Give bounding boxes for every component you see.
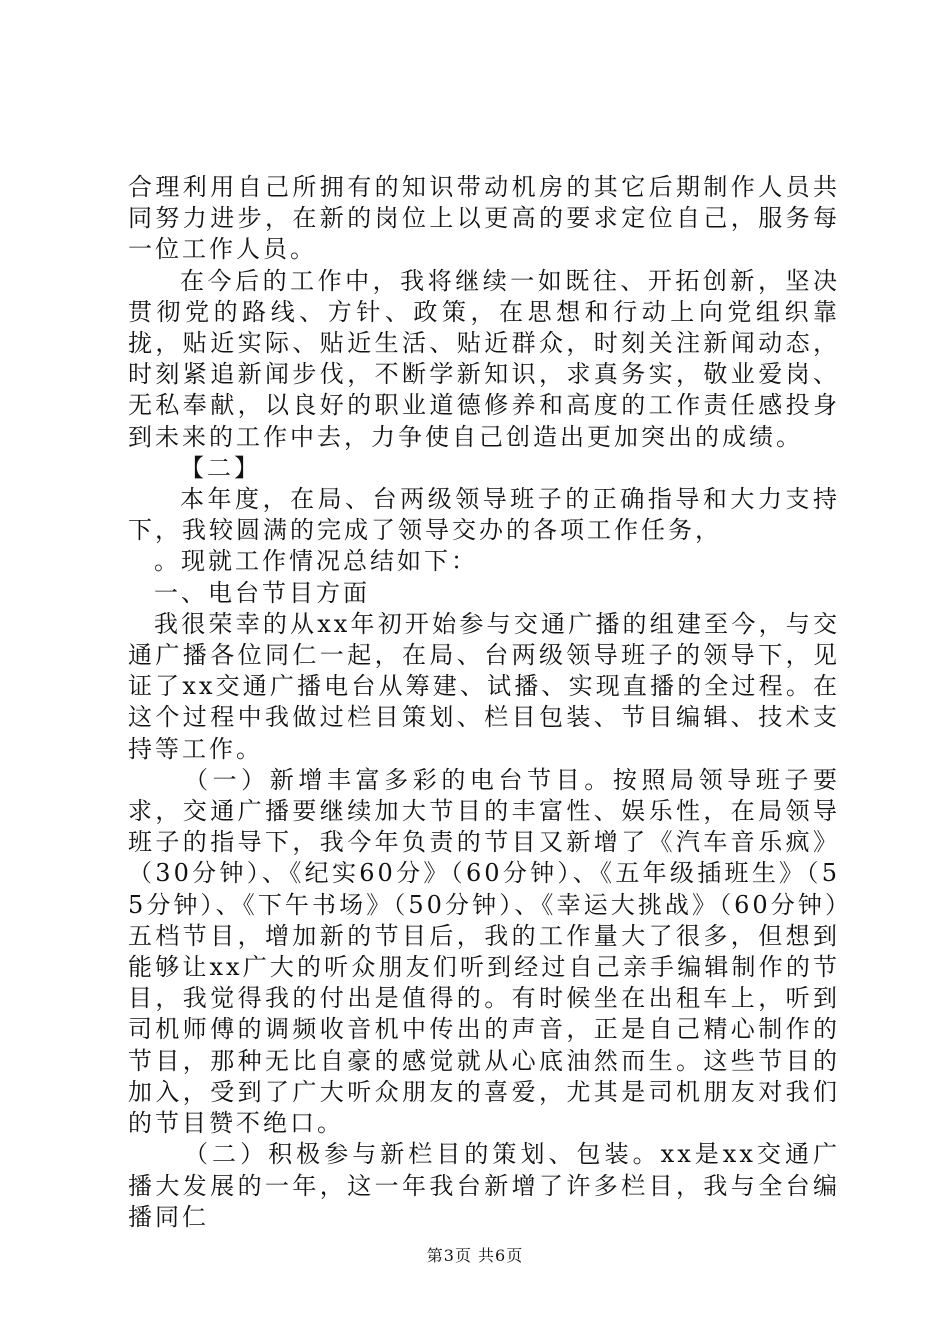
paragraph-continuation: 合理利用自己所拥有的知识带动机房的其它后期制作人员共同努力进步，在新的岗位上以更高的要求定位自己，服务每一位工作人员。 [128, 173, 840, 264]
paragraph-future-work: 在今后的工作中，我将继续一如既往、开拓创新，坚决贯彻党的路线、方针、政策，在思想和行动上向党组织靠拢，贴近实际、贴近生活、贴近群众，时刻关注新闻动态，时刻紧追新闻步伐，不断学新知识，求真务实，敬业爱岗、无私奉献，以良好的职业道德修养和高度的工作责任感投身到未来的工作中去，力争使自己创造出更加突出的成绩。 [128, 266, 840, 451]
section-heading-two: 【二】 [180, 453, 261, 482]
document-body [128, 172, 840, 1233]
page-number-footer: 第3页 共6页 [426, 1246, 524, 1265]
paragraph-radio-history: 我很荣幸的从xx年初开始参与交通广播的组建至今，与交通广播各位同仁一起，在局、台两级领导班子的领导下，见证了xx交通广播电台从筹建、试播、实现直播的全过程。在这个过程中我做过栏目策划、栏目包装、节目编辑、技术支持等工作。 [128, 609, 840, 763]
paragraph-annual-intro: 本年度，在局、台两级领导班子的正确指导和大力支持下，我较圆满的完成了领导交办的各项工作任务， [128, 485, 840, 545]
paragraph-summary-lead: 。现就工作情况总结如下： [154, 547, 478, 576]
paragraph-new-columns: （二）积极参与新栏目的策划、包装。xx是xx交通广播大发展的一年，这一年我台新增了许多栏目，我与全台编播同仁 [128, 1140, 840, 1231]
paragraph-new-programs: （一）新增丰富多彩的电台节目。按照局领导班子要求，交通广播要继续加大节目的丰富性、娱乐性，在局领导班子的指导下，我今年负责的节目又新增了《汽车音乐疯》（30分钟）、《纪实60分》（60分钟）、《五年级插班生》（55分钟）、《下午书场》（50分钟）、《幸运大挑战》（60分钟）五档节目，增加新的节目后，我的工作量大了很多，但想到能够让xx广大的听众朋友们听到经过自己亲手编辑制作的节目，我觉得我的付出是值得的。有时候坐在出租车上，听到司机师傅的调频收音机中传出的声音，正是自己精心制作的节目，那种无比自豪的感觉就从心底油然而生。这些节目的加入，受到了广大听众朋友的喜爱，尤其是司机朋友对我们的节目赞不绝口。 [128, 765, 840, 1138]
subheading-radio-programs: 一、电台节目方面 [154, 578, 370, 607]
